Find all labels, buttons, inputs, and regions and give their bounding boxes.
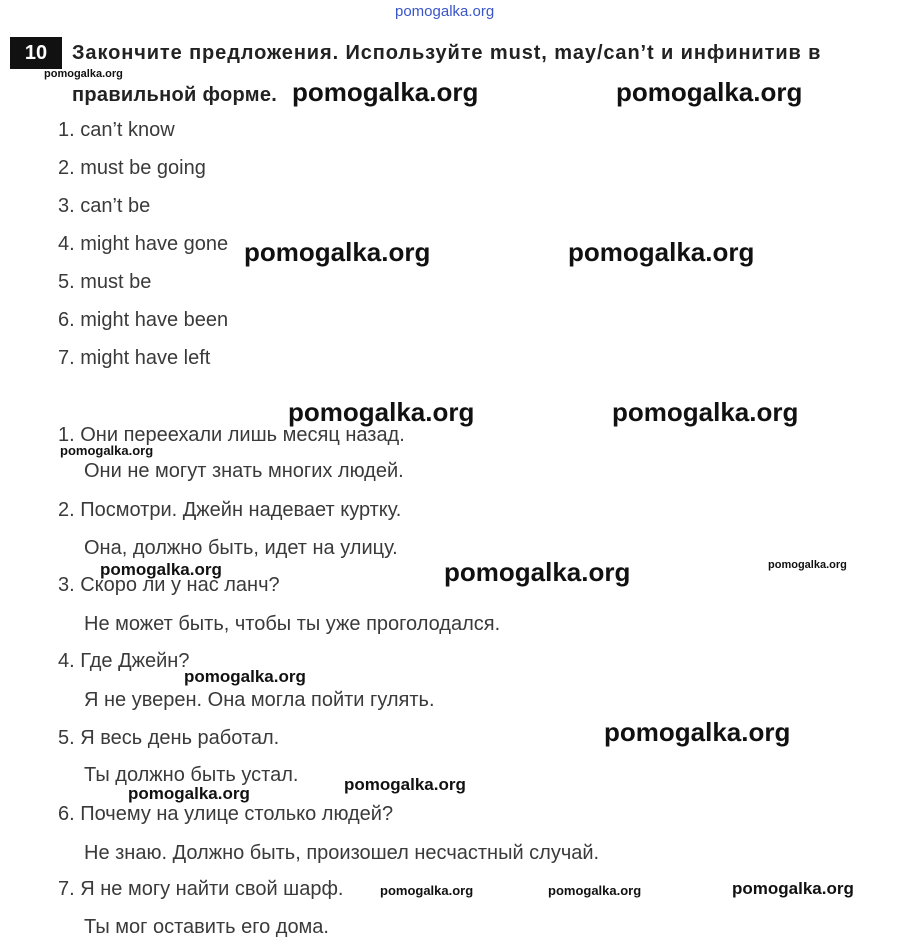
translation-5-question: 5. Я весь день работал.: [58, 727, 280, 749]
translation-1-answer: Они не могут знать многих людей.: [84, 460, 404, 482]
watermark: pomogalka.org: [344, 775, 466, 794]
instruction-line-2: правильной форме.: [72, 84, 278, 106]
watermark: pomogalka.org: [616, 77, 803, 107]
translation-1-question: 1. Они переехали лишь месяц назад.: [58, 424, 405, 446]
translation-6-question: 6. Почему на улице столько людей?: [58, 803, 394, 825]
watermark: pomogalka.org: [604, 717, 791, 747]
answer-1: 1. can’t know: [58, 119, 175, 141]
exercise-number-badge: [10, 37, 62, 69]
watermark: pomogalka.org: [44, 68, 123, 80]
instruction-line-1: Закончите предложения. Используйте must, may/can’t и инфинитив в: [72, 42, 822, 64]
answer-4: 4. might have gone: [58, 233, 229, 255]
watermark: pomogalka.org: [244, 237, 431, 267]
watermark: pomogalka.org: [288, 397, 475, 427]
watermark: pomogalka.org: [100, 560, 222, 579]
watermark: pomogalka.org: [60, 443, 154, 458]
answer-3: 3. can’t be: [58, 195, 151, 217]
watermark: pomogalka.org: [768, 559, 847, 571]
translation-2-answer: Она, должно быть, идет на улицу.: [84, 537, 398, 559]
answer-5: 5. must be: [58, 271, 152, 293]
watermark: pomogalka.org: [184, 667, 306, 686]
watermark: pomogalka.org: [732, 879, 854, 898]
translation-3-question: 3. Скоро ли у нас ланч?: [58, 574, 280, 596]
exercise-number: 10: [24, 41, 48, 64]
watermark: pomogalka.org: [380, 883, 474, 898]
watermark: pomogalka.org: [548, 883, 642, 898]
translation-4-answer: Я не уверен. Она могла пойти гулять.: [84, 689, 435, 711]
watermark: pomogalka.org: [444, 557, 631, 587]
watermark: pomogalka.org: [568, 237, 755, 267]
answer-2: 2. must be going: [58, 157, 206, 179]
translation-5-answer: Ты должно быть устал.: [84, 764, 299, 786]
site-link[interactable]: pomogalka.org: [395, 3, 495, 20]
translation-7-question: 7. Я не могу найти свой шарф.: [58, 878, 344, 900]
answer-7: 7. might have left: [58, 347, 211, 369]
translation-6-answer: Не знаю. Должно быть, произошел несчастный случай.: [84, 842, 600, 864]
translation-2-question: 2. Посмотри. Джейн надевает куртку.: [58, 499, 402, 521]
translation-4-question: 4. Где Джейн?: [58, 650, 190, 672]
translation-3-answer: Не может быть, чтобы ты уже проголодался.: [84, 613, 501, 635]
translation-7-answer: Ты мог оставить его дома.: [84, 916, 329, 938]
watermark: pomogalka.org: [128, 784, 250, 803]
watermark: pomogalka.org: [612, 397, 799, 427]
answer-6: 6. might have been: [58, 309, 229, 331]
watermark: pomogalka.org: [292, 77, 479, 107]
